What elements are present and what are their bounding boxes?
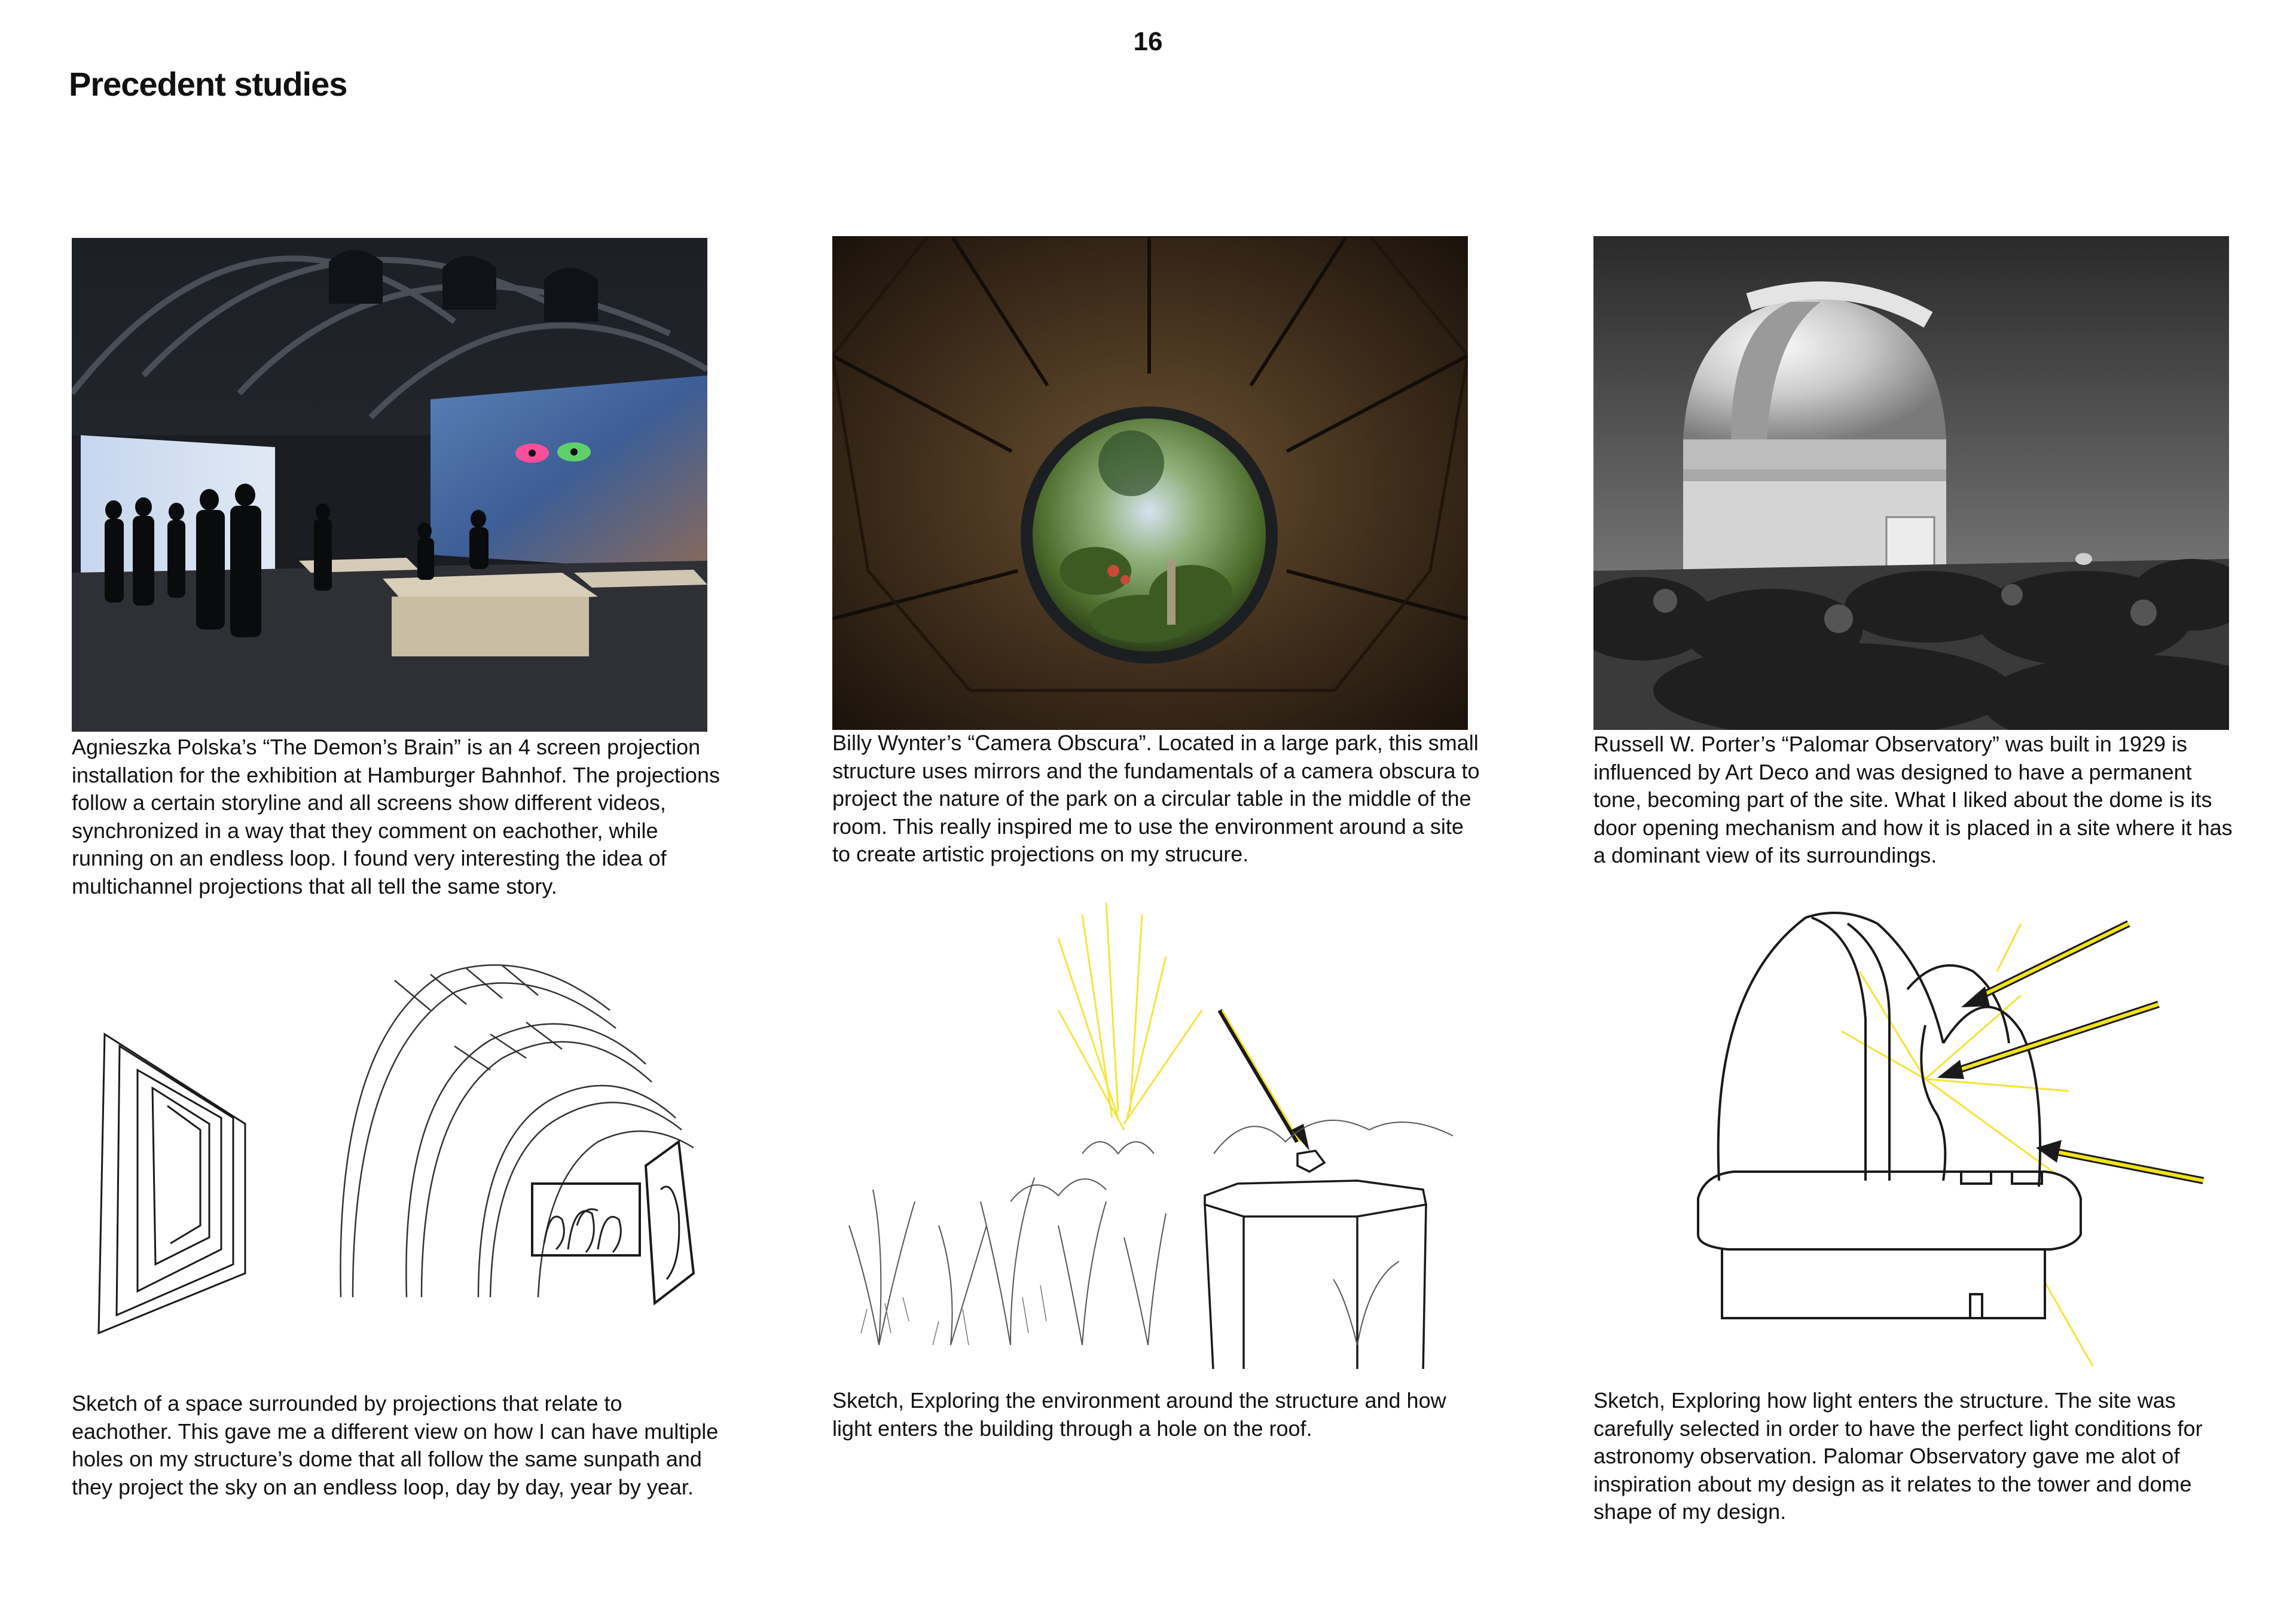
sketch-light-structure bbox=[1662, 900, 2212, 1378]
caption-camera-obscura: Billy Wynter’s “Camera Obscura”. Located in a large park, this small structure uses mirrors and the fundamentals of a camera obscura to project the nature of the park on a circular table in the middle of the room. This really inspired me to use the environment around a site to create artistic projections on my strucure. bbox=[832, 730, 1480, 866]
sketch-caption-light-structure: Sketch, Exploring how light enters the structure. The site was carefully selected in order to have the perfect light conditions for astronomy observation. Palomar Observatory gave me alot of inspiration about my design as it relates to the tower and dome shape of my design. bbox=[1593, 1388, 2203, 1524]
sketch-environment-light bbox=[831, 891, 1489, 1369]
photo-demons-brain-installation bbox=[72, 238, 707, 732]
page-number: 16 bbox=[1133, 27, 1163, 56]
sketch-caption-environment-light: Sketch, Exploring the environment around the structure and how light enters the building through a hole on the roof. bbox=[832, 1388, 1446, 1441]
photo-palomar-observatory bbox=[1593, 236, 2229, 730]
caption-palomar-observatory: Russell W. Porter’s “Palomar Observatory” was built in 1929 is influenced by Art Deco and was designed to have a permanent tone, becoming part of the site. What I liked about the dome is its door opening mechanism and how it is placed in a site where it has a dominant view of its surroundings. bbox=[1593, 732, 2233, 867]
photo-camera-obscura bbox=[832, 236, 1468, 730]
page-title: Precedent studies bbox=[69, 65, 347, 103]
caption-demons-brain: Agnieszka Polska’s “The Demon’s Brain” is an 4 screen projection installation for the exhibition at Hamburger Bahnhof. The projections follow a certain storyline and all screens show different videos, synchronized in a way that they comment on eachother, while running on an endless loop. I found very interesting the idea of multichannel projections that all tell the same story. bbox=[72, 735, 720, 898]
sketch-projection-space bbox=[72, 939, 712, 1357]
sketch-caption-projection-space: Sketch of a space surrounded by projections that relate to eachother. This gave me a different view on how I can have multiple holes on my structure’s dome that all follow the same sunpath and they project the sky on an endless loop, day by day, year by year. bbox=[72, 1391, 719, 1499]
